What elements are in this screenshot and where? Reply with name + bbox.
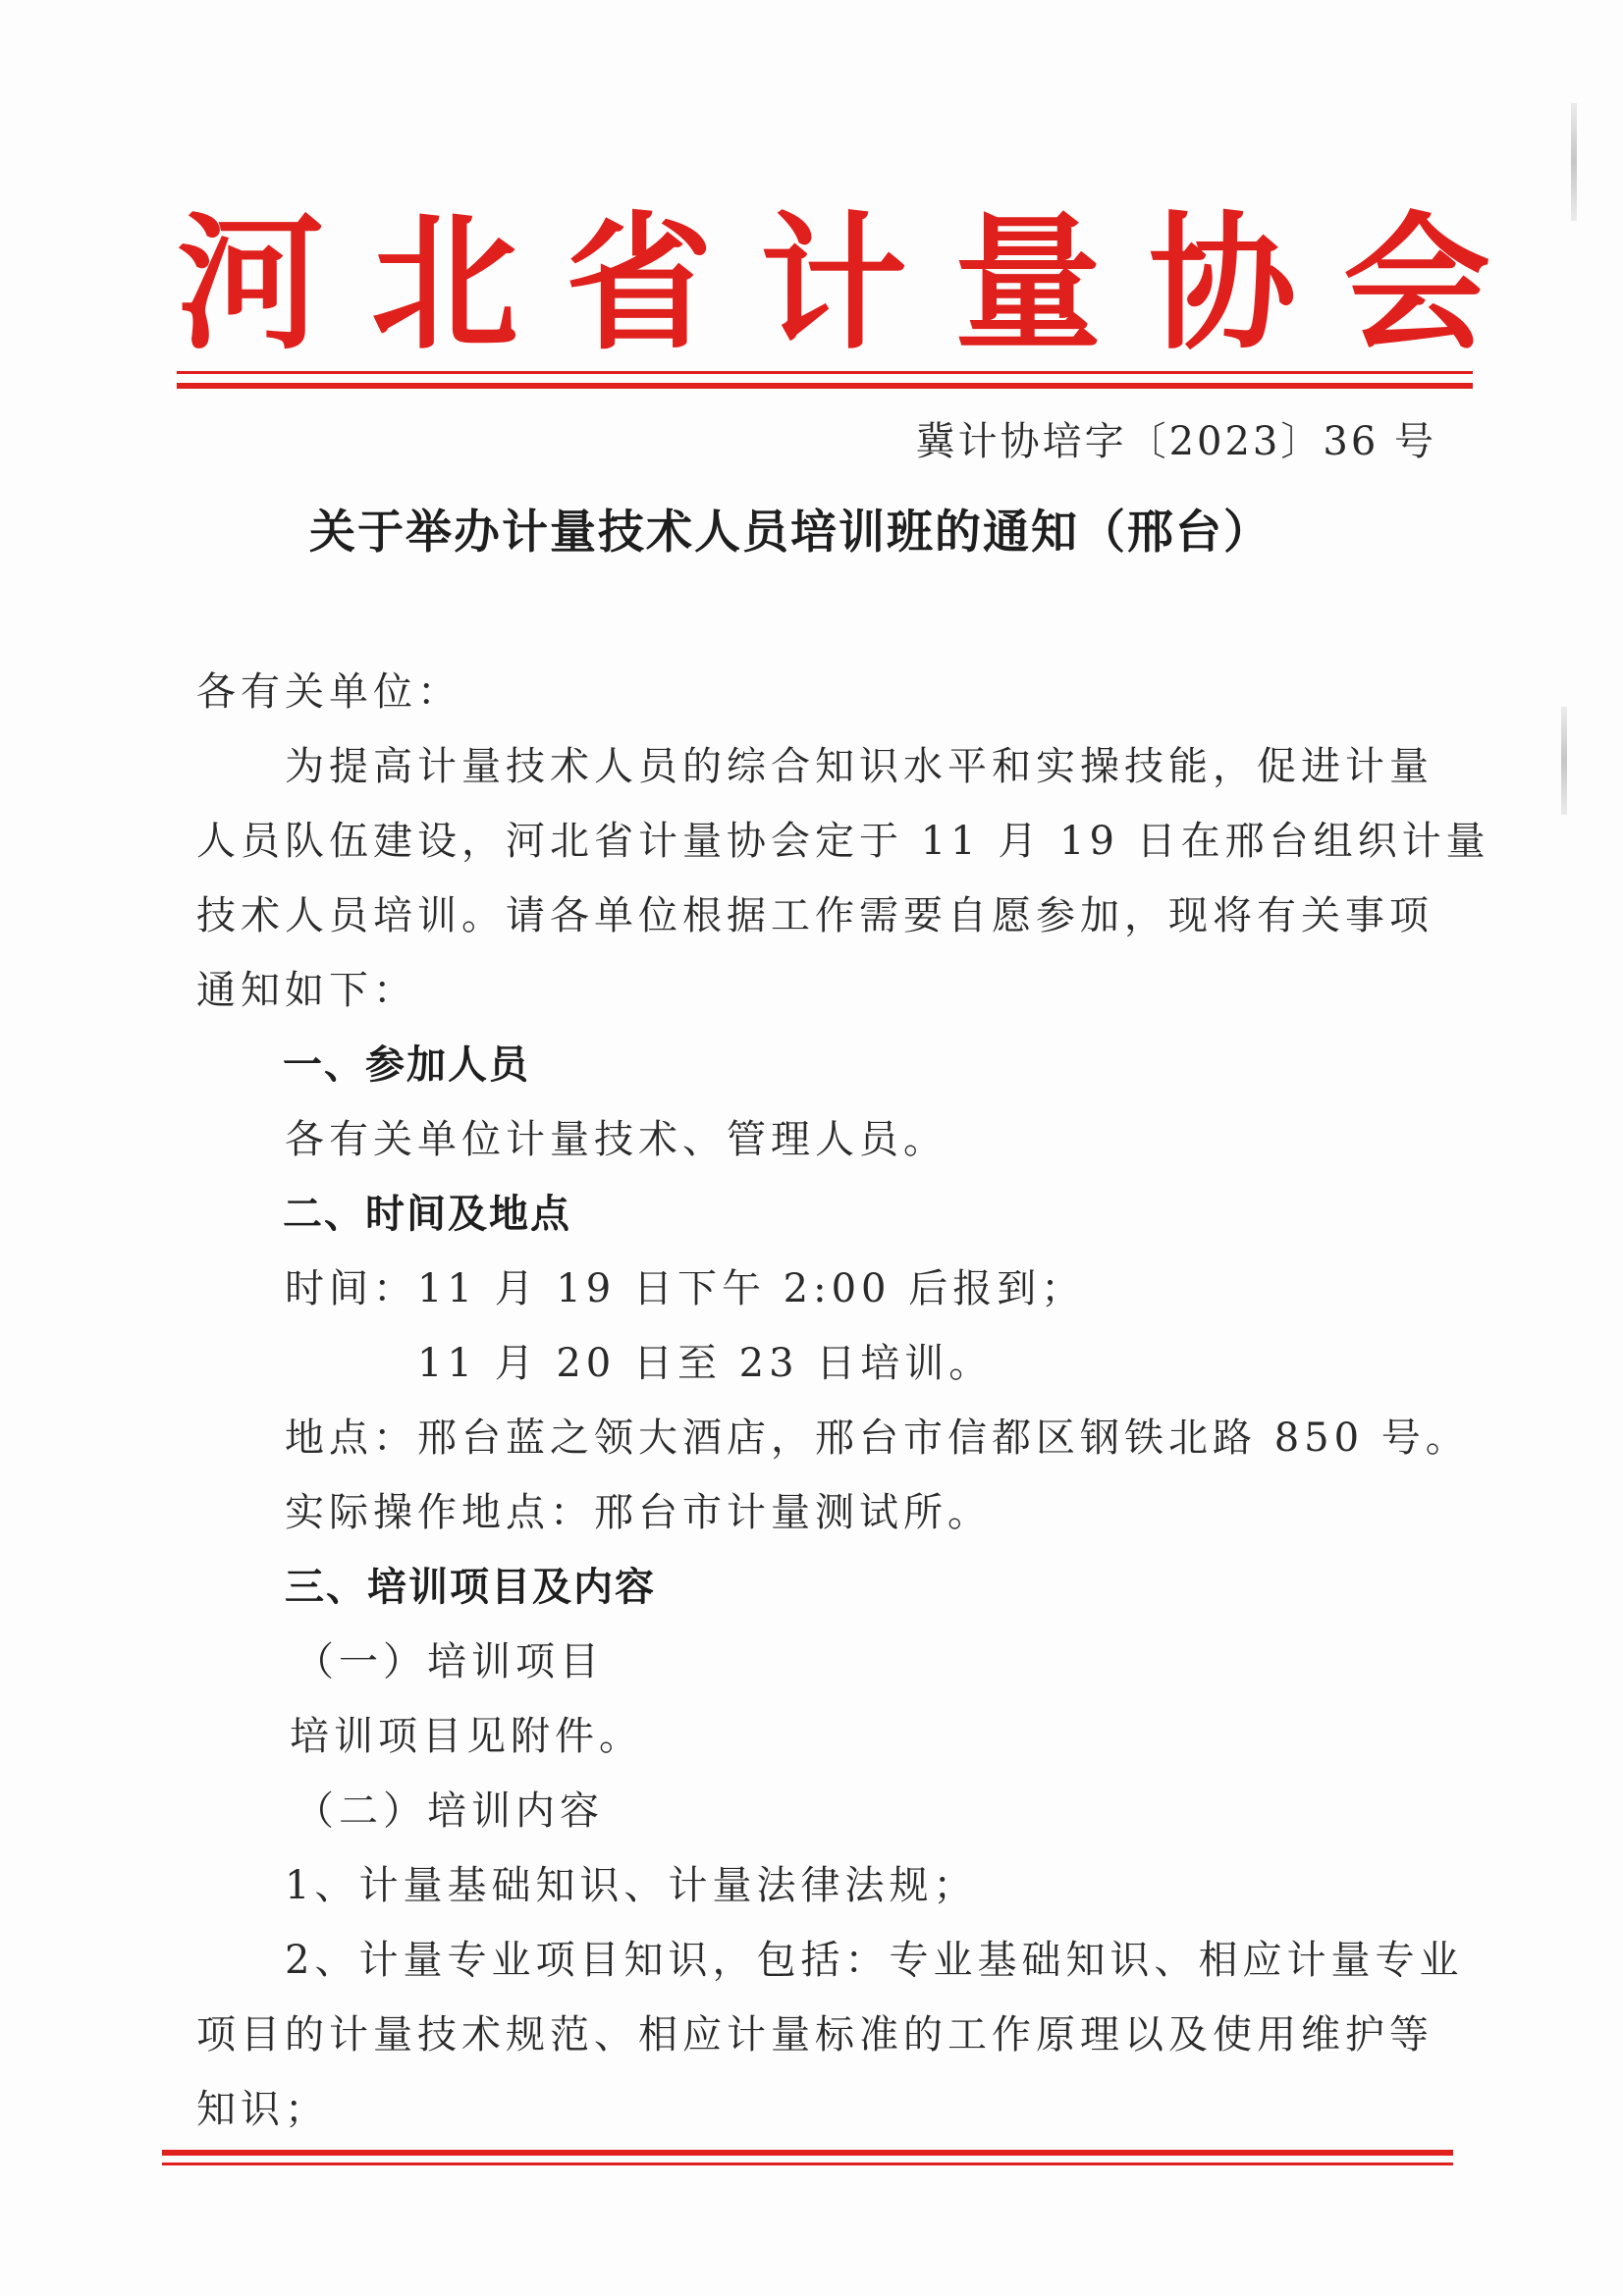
letterhead-rule-thin xyxy=(177,371,1473,374)
section-3-sub-1-body: 培训项目见附件。 xyxy=(290,1714,643,1759)
section-3-sub-2-heading: （二）培训内容 xyxy=(295,1789,604,1834)
intro-line-1: 为提高计量技术人员的综合知识水平和实操技能，促进计量 xyxy=(285,744,1434,789)
letterhead-rule-thick xyxy=(177,383,1473,389)
section-2-time-line-2: 11 月 20 日至 23 日培训。 xyxy=(417,1341,994,1386)
scan-artifact-middle xyxy=(1561,707,1567,815)
section-2-time-line-1: 时间：11 月 19 日下午 2:00 后报到； xyxy=(285,1266,1086,1311)
salutation: 各有关单位： xyxy=(196,669,461,715)
letterhead-org-name: 河北省计量协会 xyxy=(177,199,1539,370)
intro-line-3: 技术人员培训。请各单位根据工作需要自愿参加，现将有关事项 xyxy=(196,893,1434,938)
footer-rule-thick xyxy=(162,2150,1453,2156)
section-1-body: 各有关单位计量技术、管理人员。 xyxy=(285,1117,947,1162)
footer-rule-thin xyxy=(162,2163,1453,2165)
document-title: 关于举办计量技术人员培训班的通知（邢台） xyxy=(309,506,1271,560)
document-number: 冀计协培字〔2023〕36 号 xyxy=(915,419,1436,464)
section-3-heading: 三、培训项目及内容 xyxy=(285,1565,656,1610)
section-2-place: 地点：邢台蓝之领大酒店，邢台市信都区钢铁北路 850 号。 xyxy=(285,1415,1470,1461)
section-3-item-2-line-1: 2、计量专业项目知识，包括：专业基础知识、相应计量专业 xyxy=(285,1938,1464,1983)
section-3-item-2-line-2: 项目的计量技术规范、相应计量标准的工作原理以及使用维护等 xyxy=(196,2012,1434,2057)
intro-line-2: 人员队伍建设，河北省计量协会定于 11 月 19 日在邢台组织计量 xyxy=(196,819,1490,864)
section-3-item-1: 1、计量基础知识、计量法律法规； xyxy=(285,1863,978,1908)
section-3-sub-1-heading: （一）培训项目 xyxy=(295,1639,604,1684)
section-1-heading: 一、参加人员 xyxy=(283,1042,530,1088)
intro-line-4: 通知如下： xyxy=(196,968,417,1013)
scan-artifact-top xyxy=(1571,103,1577,221)
section-2-practice-place: 实际操作地点：邢台市计量测试所。 xyxy=(285,1490,992,1535)
section-3-item-2-line-3: 知识； xyxy=(196,2087,329,2132)
section-2-heading: 二、时间及地点 xyxy=(283,1192,571,1237)
